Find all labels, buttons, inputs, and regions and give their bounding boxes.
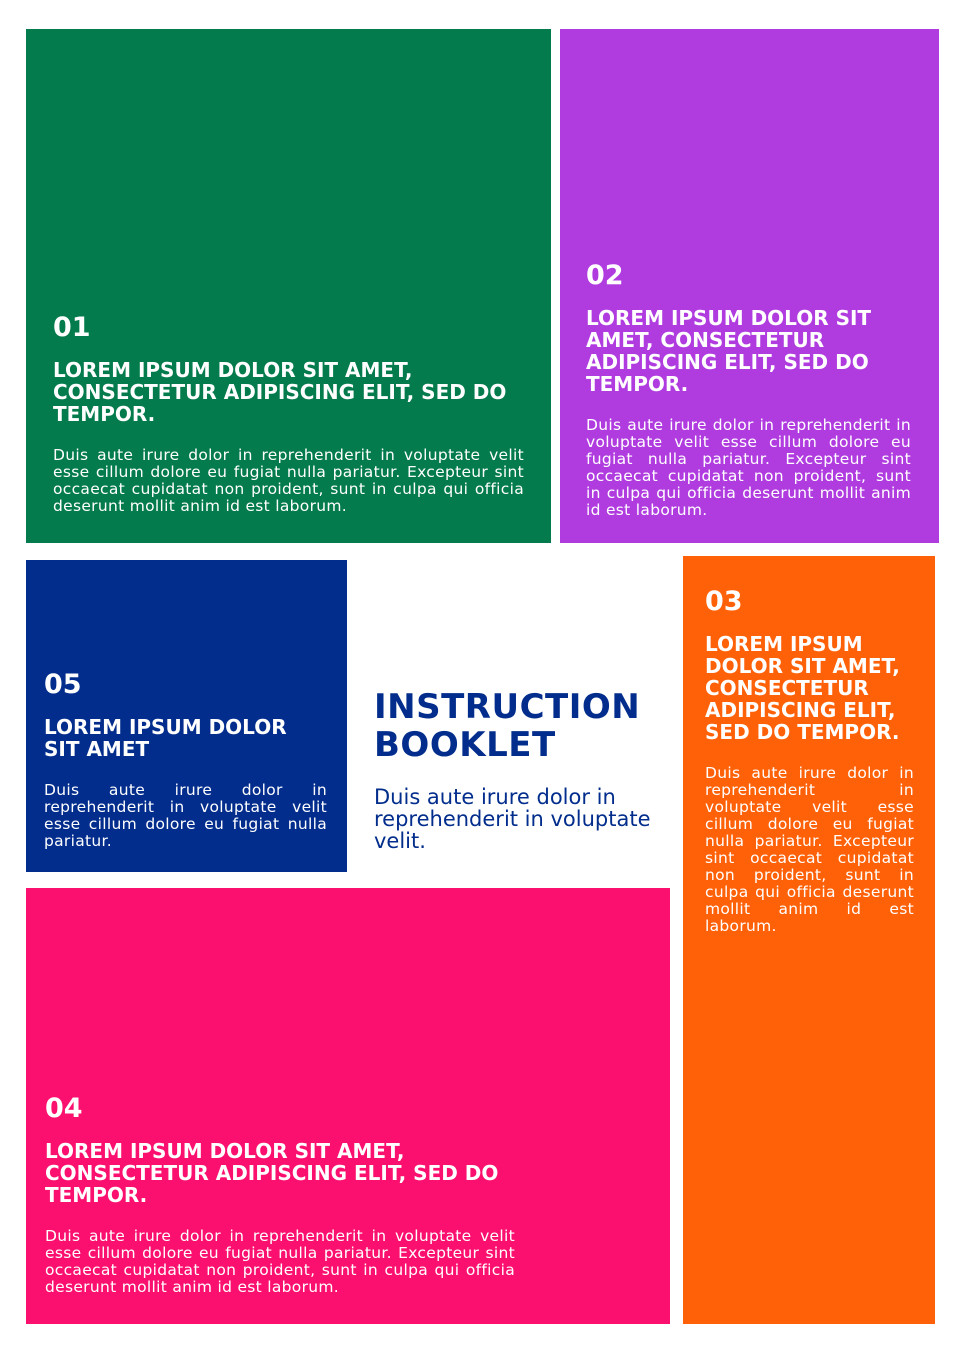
section-body: Duis aute irure dolor in reprehenderit in voluptate velit esse cillum dolore eu fugiat nulla pariatur. Excepteur sint occaecat cupidatat non proident, sunt in culpa qui officia deserunt mollit anim id est laborum. (45, 1227, 515, 1296)
section-number: 04 (45, 1093, 83, 1124)
section-body: Duis aute irure dolor in reprehenderit in voluptate velit esse cillum dolore eu fugiat nulla pariatur. Excepteur sint occaecat cupidatat non proident, sunt in culpa qui officia deserunt mollit anim id est laborum. (705, 764, 914, 935)
section-body: Duis aute irure dolor in reprehenderit in voluptate velit esse cillum dolore eu fugiat nulla pariatur. (44, 781, 327, 850)
title-line: INSTRUCTION (374, 687, 641, 727)
section-heading: LOREM IPSUM DOLOR SIT AMET (44, 715, 287, 761)
section-panel-03 (683, 556, 935, 1324)
section-panel-05 (26, 560, 347, 872)
section-panel-02 (560, 29, 939, 543)
section-panel-04 (26, 888, 670, 1324)
section-panel-01 (26, 29, 551, 543)
section-number: 05 (44, 669, 82, 700)
section-number: 03 (705, 586, 743, 617)
section-number: 01 (53, 312, 91, 343)
section-body: Duis aute irure dolor in reprehenderit in voluptate velit esse cillum dolore eu fugiat nulla pariatur. Excepteur sint occaecat cupidatat non proident, sunt in culpa qui officia deserunt mollit anim id est laborum. (53, 446, 524, 515)
section-heading: LOREM IPSUM DOLOR SIT AMET, CONSECTETUR ADIPISCING ELIT, SED DO TEMPOR. (53, 358, 507, 426)
title-line: BOOKLET (374, 725, 556, 765)
section-heading: LOREM IPSUM DOLOR SIT AMET, CONSECTETUR ADIPISCING ELIT, SED DO TEMPOR. (586, 306, 872, 396)
page-title (374, 688, 664, 764)
page-subtitle: Duis aute irure dolor in reprehenderit in voluptate velit. (374, 785, 651, 853)
section-number: 02 (586, 260, 624, 291)
section-body: Duis aute irure dolor in reprehenderit in voluptate velit esse cillum dolore eu fugiat nulla pariatur. Excepteur sint occaecat cupidatat non proident, sunt in culpa qui officia deserunt mollit anim id est laborum. (586, 416, 911, 519)
booklet-title-block (374, 688, 664, 852)
section-heading: LOREM IPSUM DOLOR SIT AMET, CONSECTETUR ADIPISCING ELIT, SED DO TEMPOR. (45, 1139, 499, 1207)
section-heading: LOREM IPSUM DOLOR SIT AMET, CONSECTETUR ADIPISCING ELIT, SED DO TEMPOR. (705, 632, 900, 744)
